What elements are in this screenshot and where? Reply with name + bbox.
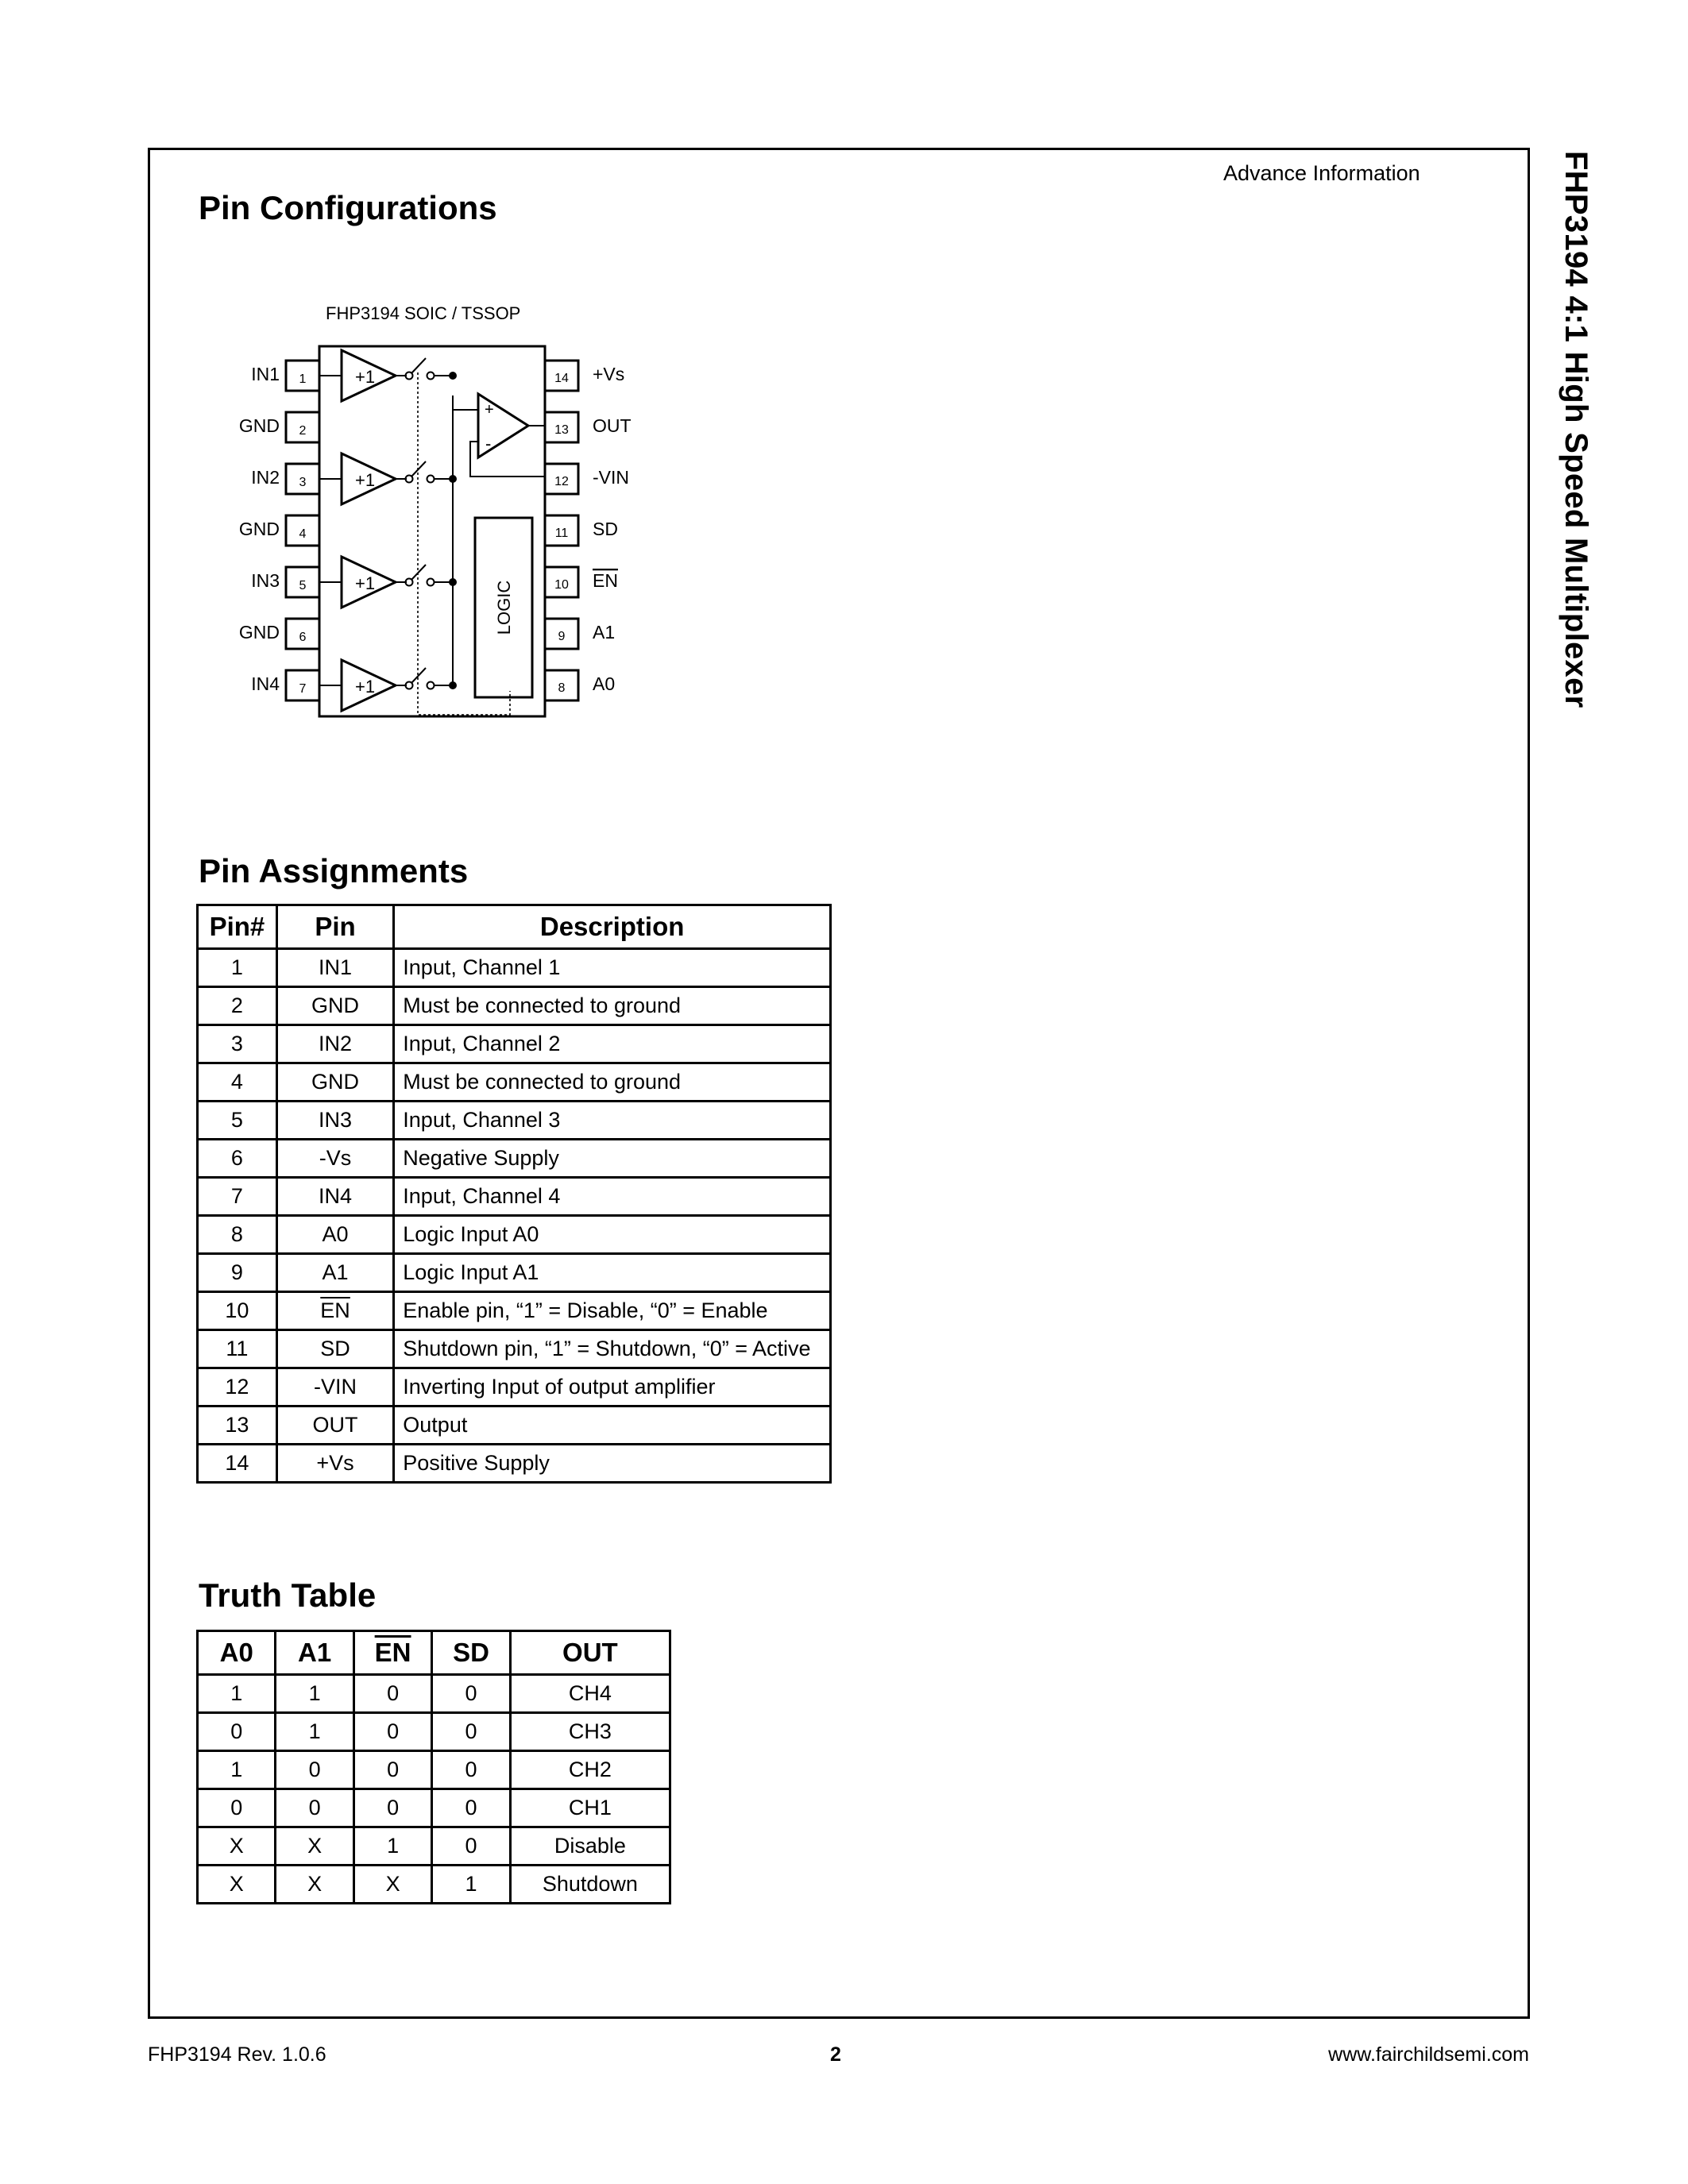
truth-table-cell: X xyxy=(198,1827,276,1866)
pin-table-header: Pin xyxy=(276,905,393,949)
switch-arm xyxy=(411,565,426,580)
pin-number: 8 xyxy=(558,681,566,695)
footer-website-link[interactable]: www.fairchildsemi.com xyxy=(1328,2043,1529,2066)
pin-assignments-heading: Pin Assignments xyxy=(199,852,469,889)
truth-table-cell: 0 xyxy=(432,1827,510,1866)
pin-number: 2 xyxy=(299,424,307,438)
switch-contact xyxy=(427,372,435,380)
truth-table-cell: 0 xyxy=(353,1675,431,1713)
truth-table-cell: CH4 xyxy=(510,1675,670,1713)
switch-contact xyxy=(427,682,435,689)
pin-description-cell: Logic Input A0 xyxy=(394,1216,831,1254)
buffer-gain-label: +1 xyxy=(355,470,376,490)
truth-table-row xyxy=(198,1827,670,1866)
pin-table-row xyxy=(198,1216,831,1254)
pin-number-cell: 10 xyxy=(198,1292,277,1330)
pin-table-row xyxy=(198,1178,831,1216)
pin-description-cell: Shutdown pin, “1” = Shutdown, “0” = Active xyxy=(394,1330,831,1368)
truth-table-cell: CH3 xyxy=(510,1713,670,1751)
truth-table-cell: 0 xyxy=(276,1751,353,1789)
opamp-minus-sign: - xyxy=(485,434,492,453)
truth-table-cell: X xyxy=(276,1827,353,1866)
pin-table-row xyxy=(198,987,831,1025)
truth-table-cell: 1 xyxy=(353,1827,431,1866)
truth-table-cell: X xyxy=(353,1866,431,1904)
logic-label: LOGIC xyxy=(494,580,514,635)
pin-number-cell: 4 xyxy=(198,1063,277,1102)
pin-name-cell: -Vs xyxy=(276,1140,393,1178)
pin-label: GND xyxy=(238,622,280,642)
pin-name-cell: SD xyxy=(276,1330,393,1368)
truth-table-cell: 0 xyxy=(432,1713,510,1751)
switch-arm xyxy=(411,668,426,683)
pin-label: IN3 xyxy=(251,570,280,591)
pin-assignments-table xyxy=(196,904,832,1484)
pin-description-cell: Input, Channel 4 xyxy=(394,1178,831,1216)
truth-table-cell: 1 xyxy=(198,1675,276,1713)
pin-description-cell: Negative Supply xyxy=(394,1140,831,1178)
truth-table-row xyxy=(198,1866,670,1904)
pin-label: EN xyxy=(593,570,618,591)
pin-name-cell: A0 xyxy=(276,1216,393,1254)
pin-number: 13 xyxy=(554,423,569,437)
footer-revision: FHP3194 Rev. 1.0.6 xyxy=(148,2043,326,2066)
pin-name-cell: IN1 xyxy=(276,949,393,987)
truth-table-cell: 0 xyxy=(198,1713,276,1751)
pin-description-cell: Input, Channel 1 xyxy=(394,949,831,987)
pin-name-cell: IN3 xyxy=(276,1102,393,1140)
buffer-gain-label: +1 xyxy=(355,367,376,387)
truth-table-cell: 0 xyxy=(353,1789,431,1827)
pin-configuration-diagram xyxy=(222,302,667,747)
truth-table-header: SD xyxy=(432,1631,510,1675)
truth-table-cell: 0 xyxy=(353,1713,431,1751)
pin-number-cell: 12 xyxy=(198,1368,277,1406)
pin-number: 5 xyxy=(299,579,307,592)
truth-table-header: OUT xyxy=(510,1631,670,1675)
junction-dot xyxy=(449,372,457,380)
pin-table-row xyxy=(198,1254,831,1292)
pin-label: OUT xyxy=(593,415,632,436)
pin-name-cell: A1 xyxy=(276,1254,393,1292)
diagram-body xyxy=(239,346,632,716)
pin-name-cell: OUT xyxy=(276,1406,393,1445)
pin-label: A1 xyxy=(593,622,616,642)
truth-table-header: $\overline{EN}$ xyxy=(353,1631,431,1675)
pin-number: 9 xyxy=(558,630,566,643)
pin-name-cell: IN4 xyxy=(276,1178,393,1216)
truth-table-cell: 0 xyxy=(353,1751,431,1789)
pin-label: A0 xyxy=(593,673,616,694)
pin-label: GND xyxy=(238,519,280,539)
pin-label: GND xyxy=(238,415,280,436)
pin-number-cell: 5 xyxy=(198,1102,277,1140)
truth-table-cell: 0 xyxy=(432,1675,510,1713)
pin-description-cell: Input, Channel 2 xyxy=(394,1025,831,1063)
pin-number-cell: 6 xyxy=(198,1140,277,1178)
pin-description-cell: Enable pin, “1” = Disable, “0” = Enable xyxy=(394,1292,831,1330)
truth-table-cell: Shutdown xyxy=(510,1866,670,1904)
pin-table-row xyxy=(198,949,831,987)
pin-label: IN4 xyxy=(251,673,280,694)
truth-table-cell: 0 xyxy=(276,1789,353,1827)
pin-number-cell: 13 xyxy=(198,1406,277,1445)
pin-number: 6 xyxy=(299,631,307,644)
buffer-gain-label: +1 xyxy=(355,573,376,593)
opamp-plus-sign: + xyxy=(485,401,494,419)
pin-table-header-row xyxy=(198,905,831,949)
pin-configurations-heading: Pin Configurations xyxy=(199,189,497,226)
pin-table-row xyxy=(198,1368,831,1406)
truth-table-cell: 0 xyxy=(432,1751,510,1789)
pin-number: 14 xyxy=(554,372,569,385)
pin-name-cell: GND xyxy=(276,1063,393,1102)
pin-number: 7 xyxy=(299,682,307,696)
pin-table-row xyxy=(198,1140,831,1178)
pin-number-cell: 9 xyxy=(198,1254,277,1292)
pin-name-cell: IN2 xyxy=(276,1025,393,1063)
pin-number: 10 xyxy=(554,578,569,592)
truth-table-cell: CH2 xyxy=(510,1751,670,1789)
pin-name-cell: +Vs xyxy=(276,1445,393,1483)
truth-table-cell: 1 xyxy=(198,1751,276,1789)
pin-label: -VIN xyxy=(593,467,629,488)
pin-number-cell: 7 xyxy=(198,1178,277,1216)
footer-page-number: 2 xyxy=(830,2043,841,2066)
truth-table-cell: 1 xyxy=(276,1675,353,1713)
switch-arm xyxy=(411,461,426,477)
switch-control-line xyxy=(418,372,510,715)
truth-table-row xyxy=(198,1675,670,1713)
pin-table-header: Description xyxy=(394,905,831,949)
truth-table-row xyxy=(198,1713,670,1751)
truth-table-row xyxy=(198,1751,670,1789)
pin-table-row xyxy=(198,1063,831,1102)
package-label: FHP3194 SOIC / TSSOP xyxy=(326,303,521,323)
pin-description-cell: Must be connected to ground xyxy=(394,987,831,1025)
pin-table-header: Pin# xyxy=(198,905,277,949)
truth-table-cell: 0 xyxy=(198,1789,276,1827)
truth-table-cell: 1 xyxy=(432,1866,510,1904)
pin-name-cell: $\overline{EN}$ xyxy=(276,1292,393,1330)
pin-name-cell: GND xyxy=(276,987,393,1025)
pin-table-row xyxy=(198,1445,831,1483)
side-title-text: FHP3194 4:1 High Speed Multiplexer xyxy=(1559,151,1593,708)
truth-table xyxy=(196,1630,671,1904)
pin-name-cell: -VIN xyxy=(276,1368,393,1406)
truth-table-cell: Disable xyxy=(510,1827,670,1866)
truth-table-header-row xyxy=(198,1631,670,1675)
truth-table-cell: 1 xyxy=(276,1713,353,1751)
pin-number: 1 xyxy=(299,372,307,386)
advance-information-note: Advance Information xyxy=(1223,161,1420,185)
pin-label: IN1 xyxy=(251,364,280,384)
truth-table-heading: Truth Table xyxy=(199,1576,377,1614)
pin-label: SD xyxy=(593,519,618,539)
pin-number-cell: 14 xyxy=(198,1445,277,1483)
pin-number: 12 xyxy=(554,475,569,488)
truth-table-header: A0 xyxy=(198,1631,276,1675)
pin-description-cell: Must be connected to ground xyxy=(394,1063,831,1102)
switch-contact xyxy=(427,476,435,483)
pin-number-cell: 1 xyxy=(198,949,277,987)
pin-table-row xyxy=(198,1025,831,1063)
pin-label: IN2 xyxy=(251,467,280,488)
pin-number-cell: 8 xyxy=(198,1216,277,1254)
truth-table-cell: X xyxy=(276,1866,353,1904)
pin-number-cell: 2 xyxy=(198,987,277,1025)
pin-description-cell: Positive Supply xyxy=(394,1445,831,1483)
side-title xyxy=(1543,151,1606,754)
pin-number-cell: 3 xyxy=(198,1025,277,1063)
truth-table-row xyxy=(198,1789,670,1827)
pin-label: +Vs xyxy=(593,364,625,384)
pin-table-row xyxy=(198,1102,831,1140)
inverting-input-wire xyxy=(470,442,545,477)
pin-description-cell: Input, Channel 3 xyxy=(394,1102,831,1140)
pin-number: 3 xyxy=(299,476,307,489)
pin-description-cell: Inverting Input of output amplifier xyxy=(394,1368,831,1406)
truth-table-cell: CH1 xyxy=(510,1789,670,1827)
switch-contact xyxy=(427,579,435,586)
truth-table-cell: 0 xyxy=(432,1789,510,1827)
pin-table-row xyxy=(198,1330,831,1368)
package-outline xyxy=(319,346,545,716)
pin-description-cell: Logic Input A1 xyxy=(394,1254,831,1292)
pin-description-cell: Output xyxy=(394,1406,831,1445)
pin-number: 4 xyxy=(299,527,307,541)
truth-table-header: A1 xyxy=(276,1631,353,1675)
pin-table-row xyxy=(198,1292,831,1330)
buffer-gain-label: +1 xyxy=(355,677,376,696)
pin-table-row xyxy=(198,1406,831,1445)
pin-number-cell: 11 xyxy=(198,1330,277,1368)
truth-table-cell: X xyxy=(198,1866,276,1904)
switch-arm xyxy=(411,358,426,373)
pin-number: 11 xyxy=(554,527,569,540)
